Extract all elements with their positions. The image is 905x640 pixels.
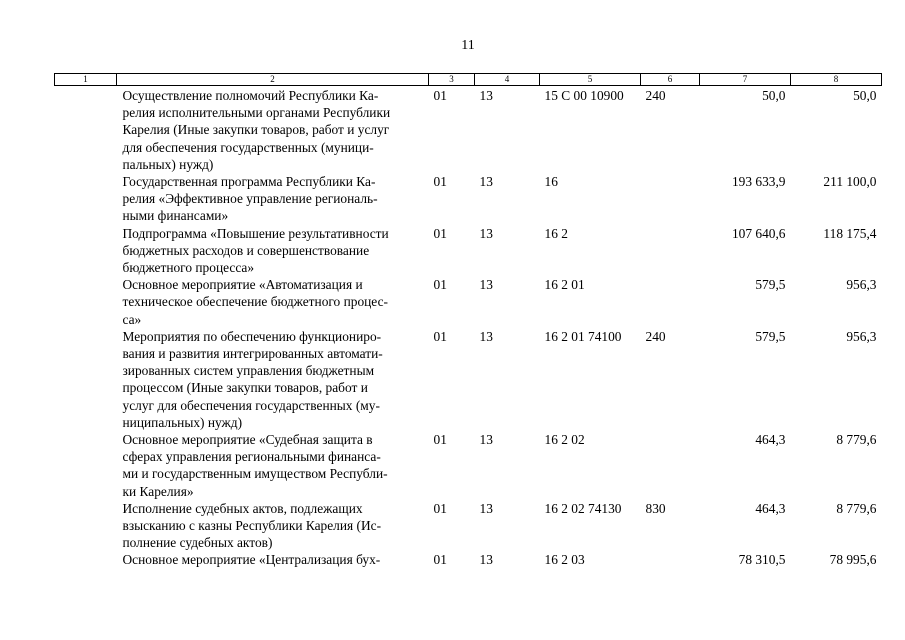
column-number: 7 (700, 74, 791, 86)
column-number-row (55, 74, 882, 86)
item-name-line: вания и развития интегрированных автомати- (122, 346, 383, 362)
expense-type-cell (641, 225, 700, 277)
table-row (55, 276, 882, 328)
expense-type-cell (641, 551, 700, 568)
amount-year-2-cell: 8 779,6 (836, 432, 877, 448)
item-name-line: ки Карелия» (122, 483, 194, 499)
row-number-cell (55, 328, 117, 431)
table-row (55, 500, 882, 552)
budget-table (54, 73, 882, 569)
target-article-cell: 16 2 01 (544, 277, 585, 293)
amount-year-2-cell: 956,3 (846, 277, 877, 293)
table-row (55, 551, 882, 568)
item-name-cell (117, 328, 429, 431)
table-row (55, 86, 882, 174)
column-number: 2 (117, 74, 429, 86)
amount-year-1-cell: 107 640,6 (731, 225, 786, 241)
section-code-cell: 01 (433, 328, 447, 344)
row-number-cell (55, 86, 117, 174)
item-name-line: услуг для обеспечения государственных (му- (122, 397, 380, 413)
amount-year-1-cell: 50,0 (762, 88, 786, 103)
item-name-line: Исполнение судебных актов, подлежащих (122, 500, 363, 516)
amount-year-1-cell: 78 310,5 (738, 552, 786, 568)
expense-type-cell (641, 431, 700, 500)
expense-type-cell (641, 276, 700, 328)
subsection-code-cell: 13 (479, 552, 493, 568)
item-name-line: пальных) нужд) (122, 156, 214, 172)
section-code-cell: 01 (433, 174, 447, 190)
table-row (55, 328, 882, 431)
subsection-code-cell: 13 (479, 328, 493, 344)
item-name-line: полнение судебных актов) (122, 535, 273, 551)
item-name-line: Основное мероприятие «Централизация бух- (122, 552, 381, 568)
section-code-cell: 01 (433, 277, 447, 293)
item-name-cell (117, 431, 429, 500)
item-name-line: ми и государственным имуществом Республи- (122, 466, 388, 482)
item-name-cell (117, 225, 429, 277)
item-name-line: ными финансами» (122, 208, 229, 224)
row-number-cell (55, 500, 117, 552)
amount-year-2-cell: 118 175,4 (823, 225, 877, 241)
subsection-code-cell: 13 (479, 432, 493, 448)
amount-year-2-cell: 78 995,6 (829, 552, 877, 568)
amount-year-1-cell: 193 633,9 (731, 174, 786, 190)
table-body (55, 86, 882, 569)
expense-type-cell (641, 173, 700, 225)
column-number: 4 (475, 74, 540, 86)
row-number-cell (55, 225, 117, 277)
section-code-cell: 01 (433, 88, 447, 103)
target-article-cell: 16 2 01 74100 (544, 328, 622, 344)
subsection-code-cell: 13 (479, 500, 493, 516)
target-article-cell: 15 С 00 10900 (544, 88, 624, 103)
item-name-cell (117, 173, 429, 225)
table-row (55, 225, 882, 277)
item-name-line: ниципальных) нужд) (122, 414, 243, 430)
item-name-line: Мероприятия по обеспечению функциониро- (122, 328, 382, 344)
item-name-line: Осуществление полномочий Республики Ка- (122, 88, 379, 103)
section-code-cell: 01 (433, 432, 447, 448)
item-name-line: Подпрограмма «Повышение результативности (122, 225, 389, 241)
subsection-code-cell: 13 (479, 277, 493, 293)
amount-year-2-cell: 211 100,0 (823, 174, 877, 190)
item-name-line: зированных систем управления бюджетным (122, 363, 375, 379)
subsection-code-cell: 13 (479, 88, 493, 103)
target-article-cell: 16 2 02 (544, 432, 585, 448)
table-row (55, 431, 882, 500)
item-name-line: для обеспечения государственных (муници- (122, 139, 374, 155)
item-name-cell (117, 86, 429, 174)
item-name-line: релия «Эффективное управление региональ- (122, 191, 378, 207)
column-number: 8 (791, 74, 882, 86)
item-name-line: релия исполнительными органами Республики (122, 105, 391, 121)
row-number-cell (55, 173, 117, 225)
expense-type-cell: 240 (645, 328, 666, 344)
amount-year-2-cell: 8 779,6 (836, 500, 877, 516)
section-code-cell: 01 (433, 225, 447, 241)
item-name-line: Государственная программа Республики Ка- (122, 174, 376, 190)
column-number: 3 (429, 74, 475, 86)
item-name-line: Карелия (Иные закупки товаров, работ и услуг (122, 122, 390, 138)
section-code-cell: 01 (433, 500, 447, 516)
row-number-cell (55, 431, 117, 500)
item-name-line: Основное мероприятие «Автоматизация и (122, 277, 363, 293)
table-row (55, 173, 882, 225)
row-number-cell (55, 551, 117, 568)
amount-year-1-cell: 579,5 (755, 277, 786, 293)
item-name-line: бюджетного процесса» (122, 260, 255, 276)
item-name-line: сферах управления региональными финанса- (122, 449, 381, 465)
expense-type-cell: 830 (645, 500, 666, 516)
item-name-line: техническое обеспечение бюджетного процес- (122, 294, 388, 310)
item-name-cell (117, 276, 429, 328)
amount-year-2-cell: 956,3 (846, 328, 877, 344)
item-name-line: са» (122, 311, 142, 327)
amount-year-1-cell: 579,5 (755, 328, 786, 344)
target-article-cell: 16 2 03 (544, 552, 585, 568)
column-number: 5 (540, 74, 641, 86)
subsection-code-cell: 13 (479, 225, 493, 241)
amount-year-2-cell: 50,0 (853, 88, 877, 103)
target-article-cell: 16 (544, 174, 558, 190)
section-code-cell: 01 (433, 552, 447, 568)
item-name-line: бюджетных расходов и совершенствование (122, 242, 370, 258)
target-article-cell: 16 2 02 74130 (544, 500, 622, 516)
row-number-cell (55, 276, 117, 328)
subsection-code-cell: 13 (479, 174, 493, 190)
column-number: 6 (641, 74, 700, 86)
item-name-line: процессом (Иные закупки товаров, работ и (122, 380, 368, 396)
table-header (55, 74, 882, 86)
page-number: 11 (461, 38, 475, 53)
item-name-line: Основное мероприятие «Судебная защита в (122, 432, 373, 448)
item-name-cell (117, 551, 429, 568)
expense-type-cell: 240 (645, 88, 666, 103)
column-number: 1 (55, 74, 117, 86)
amount-year-1-cell: 464,3 (755, 432, 786, 448)
item-name-line: взысканию с казны Республики Карелия (Ис- (122, 518, 382, 534)
amount-year-1-cell: 464,3 (755, 500, 786, 516)
item-name-cell (117, 500, 429, 552)
target-article-cell: 16 2 (544, 225, 568, 241)
